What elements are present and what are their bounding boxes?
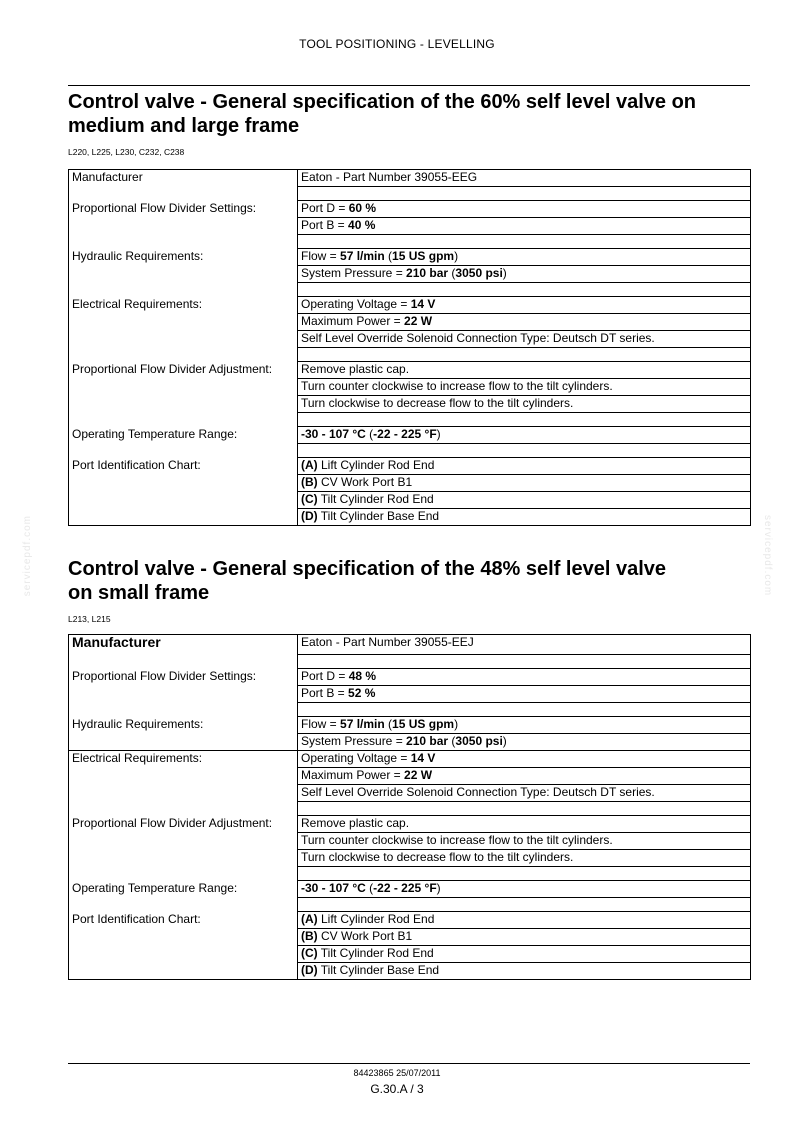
spacer (69, 963, 298, 980)
spacer (69, 946, 298, 963)
port-a-text: Lift Cylinder Rod End (317, 912, 435, 926)
flow-prefix: Flow = (301, 717, 341, 731)
port-d-code: (D) (301, 509, 318, 523)
footer-page-number: G.30.A / 3 (370, 1082, 424, 1096)
paren-close: ) (436, 427, 441, 441)
spacer (69, 396, 298, 413)
spacer (69, 833, 298, 850)
pressure-prefix: System Pressure = (301, 734, 407, 748)
pressure-psi: 3050 psi (455, 734, 503, 748)
spacer (298, 413, 751, 427)
pressure-spec (298, 734, 751, 751)
spacer (69, 686, 298, 703)
spacer (69, 444, 298, 458)
port-d-prefix: Port D = (301, 201, 349, 215)
port-d-code: (D) (301, 963, 318, 977)
port-d-setting (298, 669, 751, 686)
port-a-code: (A) (301, 458, 318, 472)
spacer (69, 379, 298, 396)
flow-metric: 57 l/min (340, 717, 385, 731)
section1-models: L220, L225, L230, C232, C238 (68, 147, 185, 157)
watermark-left: servicepdf.com (22, 515, 33, 597)
port-b-text: CV Work Port B1 (317, 475, 413, 489)
pressure-spec (298, 266, 751, 283)
hydraulic-label: Hydraulic Requirements: (69, 249, 298, 266)
header-rule (68, 85, 750, 86)
solenoid-spec: Self Level Override Solenoid Connection Type: Deutsch DT series. (298, 331, 751, 348)
temp-celsius: -30 - 107 °C (301, 881, 366, 895)
spacer (298, 703, 751, 717)
spacer (69, 768, 298, 785)
flow-spec (298, 249, 751, 266)
paren-open: ( (365, 881, 374, 895)
manufacturer-label: Manufacturer (69, 635, 298, 655)
watermark-right: servicepdf.com (762, 515, 773, 597)
temperature-spec (298, 881, 751, 898)
spacer (69, 655, 298, 669)
spacer (69, 314, 298, 331)
voltage-spec (298, 751, 751, 768)
port-d (298, 509, 751, 526)
spacer (69, 331, 298, 348)
spacer (69, 509, 298, 526)
section2-title (68, 557, 758, 605)
spacer (298, 187, 751, 201)
flow-metric: 57 l/min (340, 249, 385, 263)
flow-divider-label: Proportional Flow Divider Settings: (69, 201, 298, 218)
adjustment-label: Proportional Flow Divider Adjustment: (69, 816, 298, 833)
spacer (69, 802, 298, 816)
spacer (298, 898, 751, 912)
electrical-label: Electrical Requirements: (69, 751, 298, 768)
paren-close: ) (502, 734, 507, 748)
solenoid-spec: Self Level Override Solenoid Connection Type: Deutsch DT series. (298, 785, 751, 802)
voltage-prefix: Operating Voltage = (301, 751, 411, 765)
section1-spec-table (68, 169, 751, 526)
spacer (69, 850, 298, 867)
power-prefix: Maximum Power = (301, 314, 405, 328)
flow-us: 15 US gpm (392, 249, 455, 263)
footer-doc-ref: 84423865 25/07/2011 (353, 1068, 441, 1078)
voltage-spec (298, 297, 751, 314)
spacer (69, 235, 298, 249)
port-d-prefix: Port D = (301, 669, 349, 683)
voltage-value: 14 V (410, 297, 436, 311)
temp-fahrenheit: -22 - 225 °F (373, 881, 437, 895)
port-a (298, 458, 751, 475)
spacer (69, 218, 298, 235)
adjust-step-2: Turn counter clockwise to increase flow to the tilt cylinders. (298, 379, 751, 396)
spacer (69, 283, 298, 297)
port-b-prefix: Port B = (301, 218, 349, 232)
spacer (69, 475, 298, 492)
port-a-code: (A) (301, 912, 318, 926)
port-a (298, 912, 751, 929)
page-header: TOOL POSITIONING - LEVELLING (299, 37, 495, 51)
port-c (298, 946, 751, 963)
voltage-value: 14 V (410, 751, 436, 765)
section2-models: L213, L215 (68, 614, 111, 624)
port-chart-label: Port Identification Chart: (69, 458, 298, 475)
port-b (298, 929, 751, 946)
power-spec (298, 768, 751, 785)
spacer (298, 655, 751, 669)
paren-close: ) (454, 249, 459, 263)
spacer (69, 187, 298, 201)
power-prefix: Maximum Power = (301, 768, 405, 782)
paren-open: ( (448, 734, 456, 748)
port-b-setting (298, 218, 751, 235)
paren-close: ) (454, 717, 459, 731)
pressure-prefix: System Pressure = (301, 266, 407, 280)
spacer (69, 898, 298, 912)
pressure-metric: 210 bar (406, 266, 449, 280)
port-b-text: CV Work Port B1 (317, 929, 413, 943)
manufacturer-value: Eaton - Part Number 39055-EEJ (298, 635, 751, 655)
port-d-value: 48 % (348, 669, 377, 683)
port-b-setting (298, 686, 751, 703)
voltage-prefix: Operating Voltage = (301, 297, 411, 311)
port-b-value: 40 % (348, 218, 376, 232)
electrical-label: Electrical Requirements: (69, 297, 298, 314)
spacer (298, 444, 751, 458)
port-d-text: Tilt Cylinder Base End (317, 963, 440, 977)
temp-fahrenheit: -22 - 225 °F (373, 427, 437, 441)
port-c-text: Tilt Cylinder Rod End (317, 946, 434, 960)
spacer (298, 235, 751, 249)
power-spec (298, 314, 751, 331)
paren-open: ( (384, 717, 393, 731)
paren-open: ( (365, 427, 374, 441)
spacer (69, 492, 298, 509)
section1-title (68, 90, 758, 138)
adjust-step-1: Remove plastic cap. (298, 362, 751, 379)
spacer (69, 266, 298, 283)
hydraulic-label: Hydraulic Requirements: (69, 717, 298, 734)
spacer (69, 413, 298, 427)
temperature-spec (298, 427, 751, 444)
spacer (69, 867, 298, 881)
spacer (298, 283, 751, 297)
temp-celsius: -30 - 107 °C (301, 427, 366, 441)
port-b-code: (B) (301, 475, 318, 489)
port-c-code: (C) (301, 946, 318, 960)
port-c-text: Tilt Cylinder Rod End (317, 492, 434, 506)
paren-open: ( (384, 249, 393, 263)
temperature-label: Operating Temperature Range: (69, 427, 298, 444)
section1-title-line2: medium and large frame (68, 115, 300, 137)
spacer (69, 785, 298, 802)
spacer (69, 734, 298, 751)
manufacturer-value: Eaton - Part Number 39055-EEG (298, 170, 751, 187)
spacer (69, 348, 298, 362)
port-d-text: Tilt Cylinder Base End (317, 509, 440, 523)
port-d-value: 60 % (348, 201, 377, 215)
spacer (69, 703, 298, 717)
temperature-label: Operating Temperature Range: (69, 881, 298, 898)
power-value: 22 W (404, 768, 433, 782)
manufacturer-label: Manufacturer (69, 170, 298, 187)
port-d (298, 963, 751, 980)
flow-us: 15 US gpm (392, 717, 455, 731)
port-d-setting (298, 201, 751, 218)
section2-title-line1: Control valve - General specification of the 48% self level valve (68, 558, 667, 580)
port-b-code: (B) (301, 929, 318, 943)
section2-title-line2: on small frame (68, 582, 210, 604)
power-value: 22 W (404, 314, 433, 328)
paren-close: ) (436, 881, 441, 895)
flow-spec (298, 717, 751, 734)
flow-prefix: Flow = (301, 249, 341, 263)
paren-close: ) (502, 266, 507, 280)
port-a-text: Lift Cylinder Rod End (317, 458, 435, 472)
adjust-step-3: Turn clockwise to decrease flow to the tilt cylinders. (298, 850, 751, 867)
flow-divider-label: Proportional Flow Divider Settings: (69, 669, 298, 686)
port-c-code: (C) (301, 492, 318, 506)
port-b (298, 475, 751, 492)
adjust-step-3: Turn clockwise to decrease flow to the tilt cylinders. (298, 396, 751, 413)
spacer (298, 867, 751, 881)
spacer (298, 802, 751, 816)
port-b-value: 52 % (348, 686, 376, 700)
port-c (298, 492, 751, 509)
adjust-step-2: Turn counter clockwise to increase flow to the tilt cylinders. (298, 833, 751, 850)
section1-title-line1: Control valve - General specification of the 60% self level valve on (68, 91, 696, 113)
port-b-prefix: Port B = (301, 686, 349, 700)
adjustment-label: Proportional Flow Divider Adjustment: (69, 362, 298, 379)
spacer (298, 348, 751, 362)
adjust-step-1: Remove plastic cap. (298, 816, 751, 833)
spacer (69, 929, 298, 946)
port-chart-label: Port Identification Chart: (69, 912, 298, 929)
footer-rule (68, 1063, 750, 1064)
pressure-metric: 210 bar (406, 734, 449, 748)
section2-spec-table (68, 634, 751, 980)
pressure-psi: 3050 psi (455, 266, 503, 280)
paren-open: ( (448, 266, 456, 280)
